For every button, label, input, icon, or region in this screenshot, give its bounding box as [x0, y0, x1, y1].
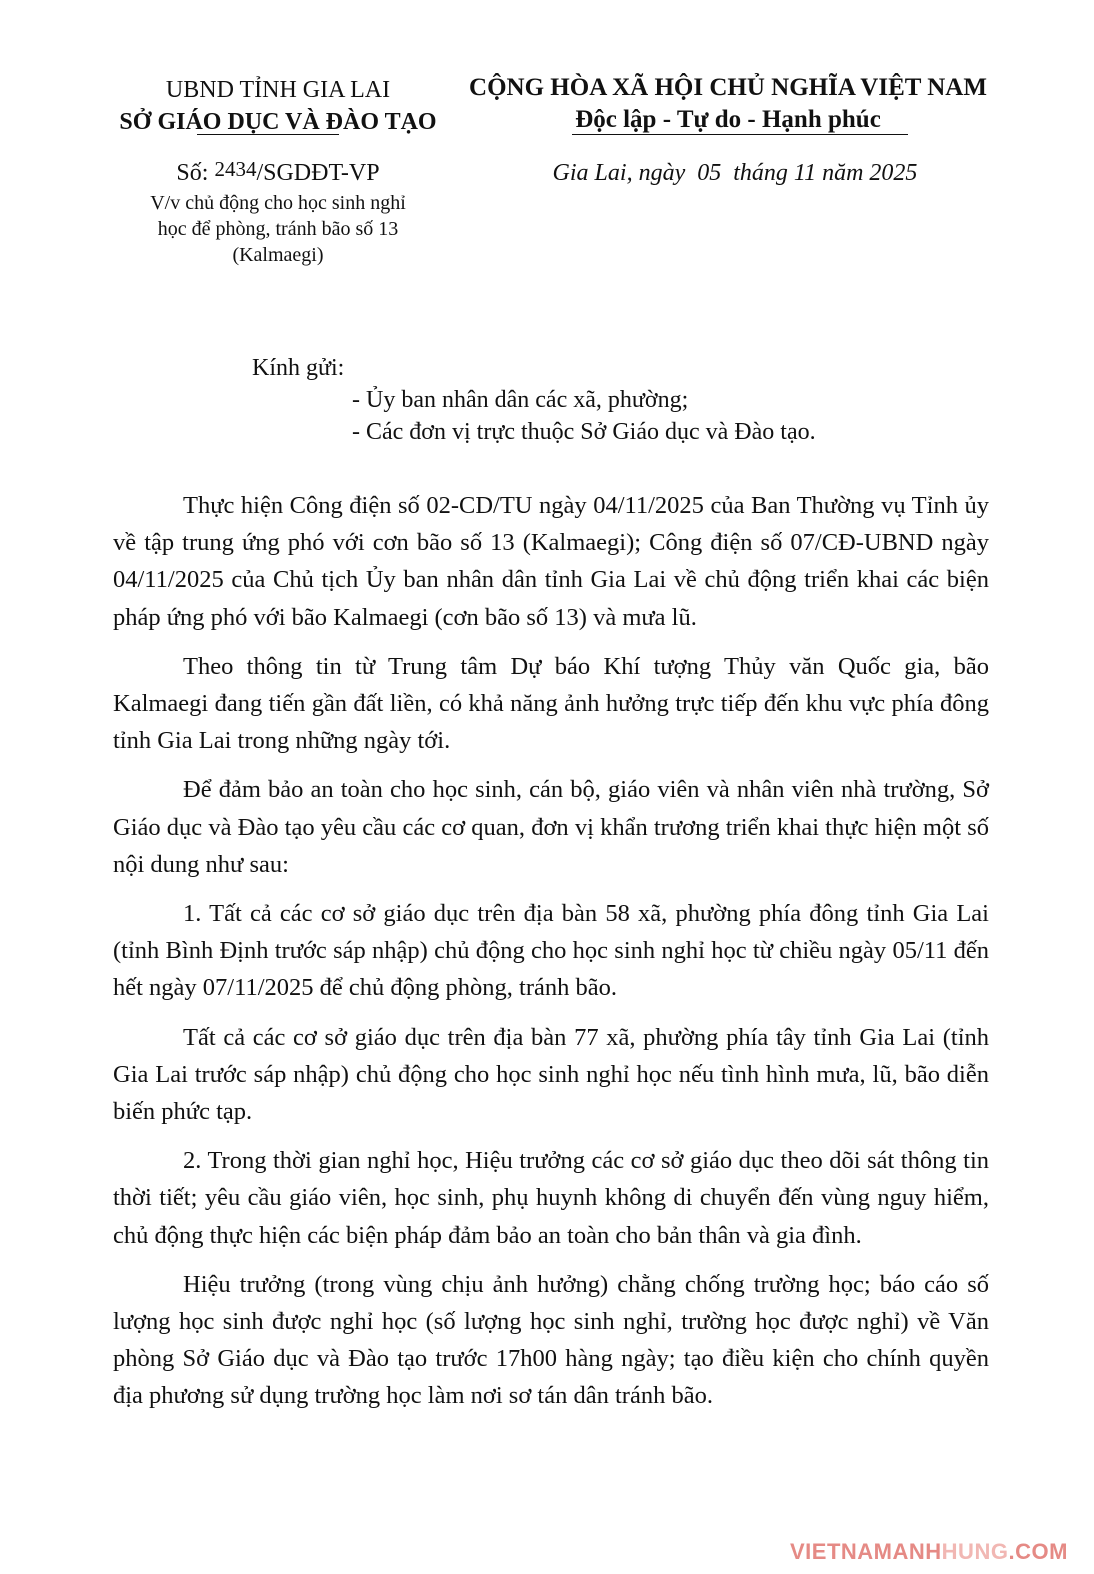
body-paragraph: 1. Tất cả các cơ sở giáo dục trên địa bàn 58 xã, phường phía đông tỉnh Gia Lai (tỉnh Bình Định trước sáp nhập) chủ động cho học sinh nghỉ học từ chiều ngày 05/11 đến hết ngày 07/11/2025 để chủ động phòng, tránh bão. — [113, 900, 989, 1002]
subject-line: học để phòng, tránh bão số 13 — [157, 218, 399, 240]
number-suffix: /SGDĐT-VP — [256, 160, 380, 186]
nation-name: CỘNG HÒA XÃ HỘI CHỦ NGHĨA VIỆT NAM — [469, 74, 987, 101]
body-paragraph: 2. Trong thời gian nghỉ học, Hiệu trưởng các cơ sở giáo dục theo dõi sát thông tin thời tiết; yêu cầu giáo viên, học sinh, phụ huynh không di chuyển đến vùng nguy hiểm, chủ động thực hiện các biện pháp đảm bảo an toàn cho bản thân và gia đình. — [113, 1147, 989, 1249]
watermark-part: .COM — [1008, 1539, 1068, 1564]
watermark-part: HUNG — [941, 1539, 1009, 1564]
body-paragraph: Tất cả các cơ sở giáo dục trên địa bàn 77 xã, phường phía tây tỉnh Gia Lai (tỉnh Gia Lai trước sáp nhập) chủ động cho học sinh nghỉ học nếu tình hình mưa, lũ, bão diễn biến phức tạp. — [113, 1023, 989, 1126]
agency-name: SỞ GIÁO DỤC VÀ ĐÀO TẠO — [119, 109, 437, 135]
watermark-part: VIETNAMANH — [790, 1539, 942, 1564]
document-body — [113, 487, 989, 1427]
national-title-block — [458, 72, 998, 136]
recipient-item: - Các đơn vị trực thuộc Sở Giáo dục và Đào tạo. — [352, 419, 816, 445]
document-number — [100, 158, 456, 188]
number-prefix: Số: — [176, 160, 209, 186]
national-motto: Độc lập - Tự do - Hạnh phúc — [575, 106, 881, 133]
site-watermark — [790, 1538, 1068, 1566]
recipient-item: - Ủy ban nhân dân các xã, phường; — [352, 387, 689, 413]
recipients-label: Kính gửi: — [252, 355, 345, 381]
subject-line: (Kalmaegi) — [232, 244, 324, 266]
document-subject — [100, 190, 456, 268]
place-date: Gia Lai, ngày 05 tháng 11 năm 2025 — [552, 160, 918, 186]
motto-underline — [572, 134, 908, 135]
body-paragraph: Hiệu trưởng (trong vùng chịu ảnh hưởng) chằng chống trường học; báo cáo số lượng học sinh được nghỉ học (số lượng học sinh nghỉ, trường học được nghỉ) về Văn phòng Sở Giáo dục và Đào tạo trước 17h00 hàng ngày; tạo điều kiện cho chính quyền địa phương sử dụng trường học làm nơi sơ tán dân tránh bão. — [113, 1270, 989, 1410]
body-paragraph: Để đảm bảo an toàn cho học sinh, cán bộ, giáo viên và nhân viên nhà trường, Sở Giáo dục và Đào tạo yêu cầu các cơ quan, đơn vị khẩn trương triển khai thực hiện một số nội dung như sau: — [113, 776, 989, 878]
body-paragraph: Thực hiện Công điện số 02-CD/TU ngày 04/11/2025 của Ban Thường vụ Tỉnh ủy về tập trung ứng phó với cơn bão số 13 (Kalmaegi); Công điện số 07/CĐ-UBND ngày 04/11/2025 của Chủ tịch Ủy ban nhân dân tỉnh Gia Lai về chủ động triển khai các biện pháp ứng phó với bão Kalmaegi (cơn bão số 13) và mưa lũ. — [113, 492, 989, 631]
parent-agency-name: UBND TỈNH GIA LAI — [165, 77, 391, 103]
agency-underline — [197, 134, 339, 135]
subject-line: V/v chủ động cho học sinh nghỉ — [150, 192, 406, 214]
issuing-agency-block — [100, 74, 456, 138]
number-value: 2434 — [214, 157, 257, 181]
body-paragraph: Theo thông tin từ Trung tâm Dự báo Khí tượng Thủy văn Quốc gia, bão Kalmaegi đang tiến gần đất liền, có khả năng ảnh hưởng trực tiếp đến khu vực phía đông tỉnh Gia Lai trong những ngày tới. — [113, 652, 989, 755]
